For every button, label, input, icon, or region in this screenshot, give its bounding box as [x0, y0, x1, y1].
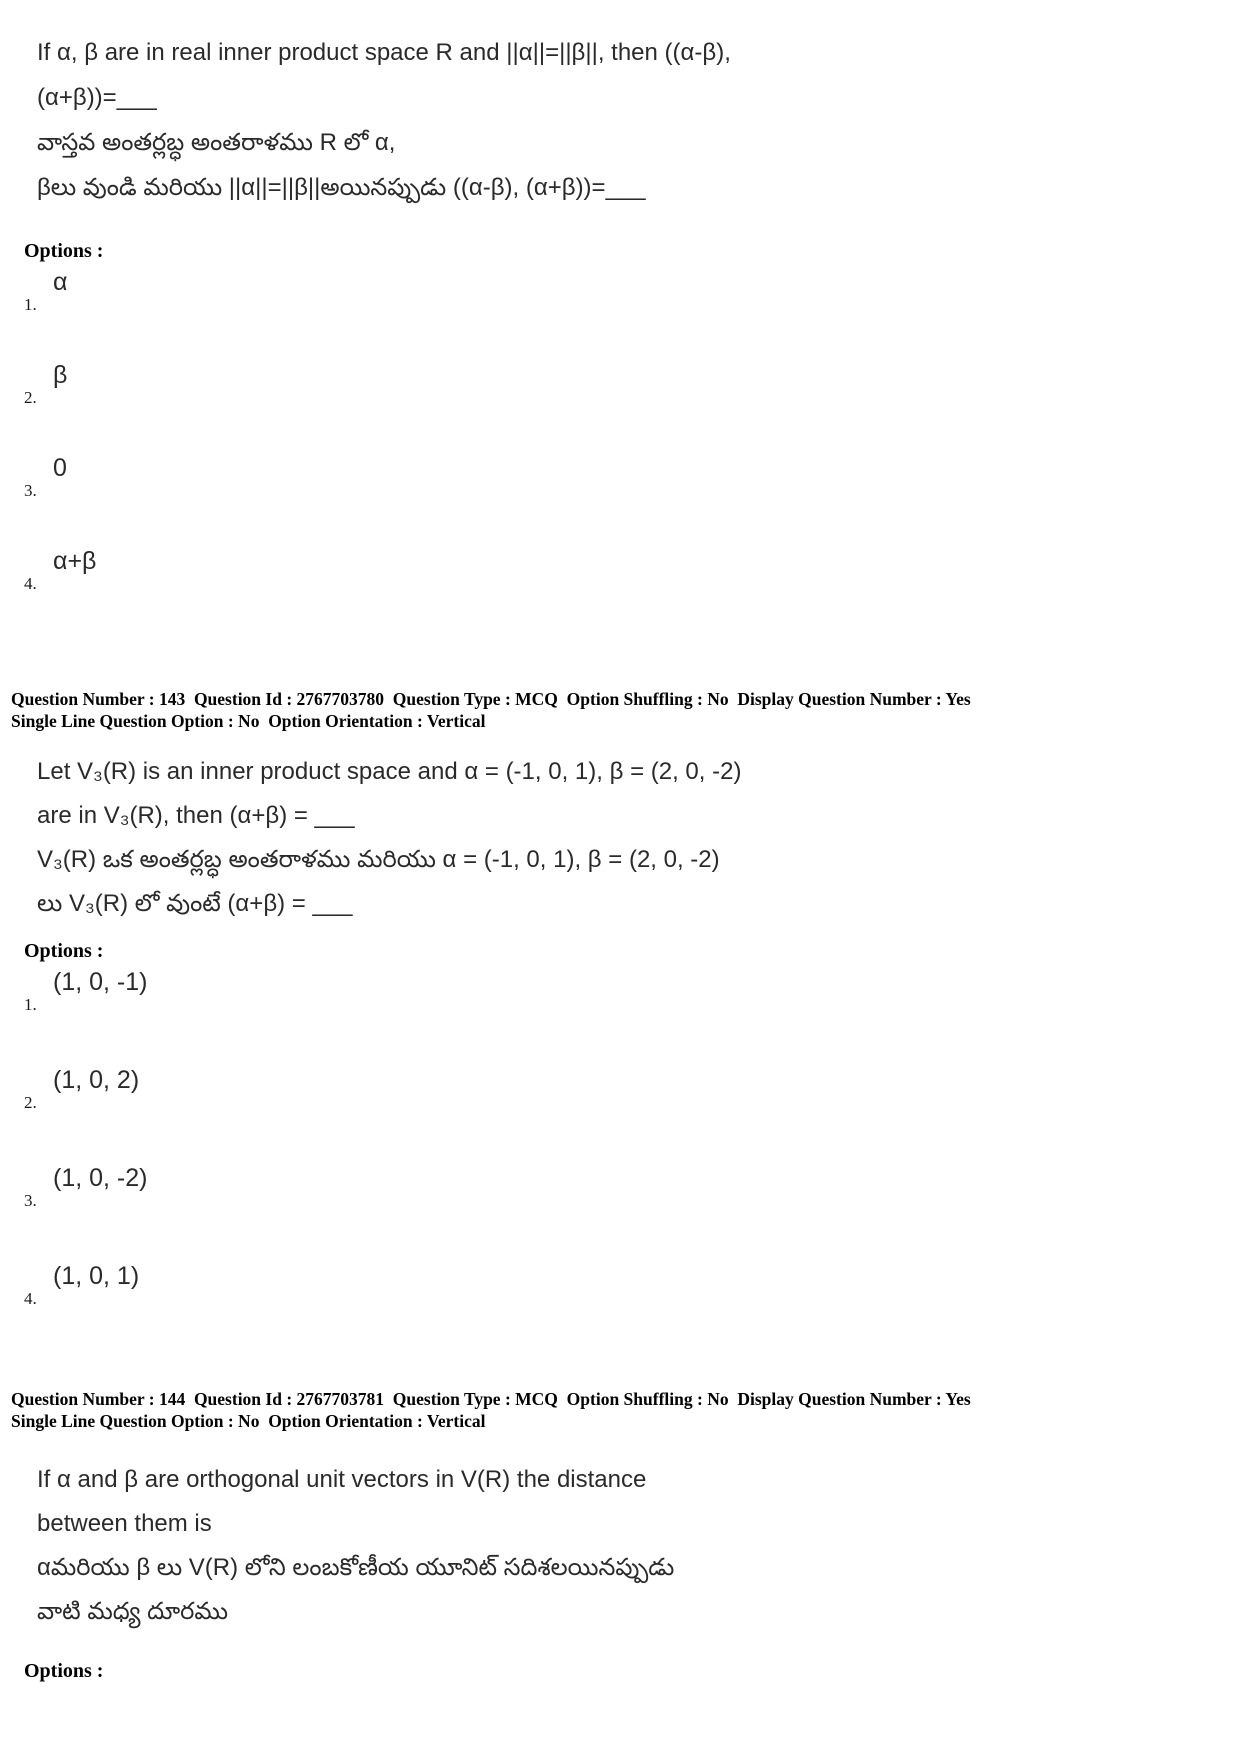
- question-text-line: are in V₃(R), then (α+β) = ___: [37, 802, 355, 829]
- option-number: 4.: [24, 574, 37, 593]
- question-metadata-line: Question Number : 144 Question Id : 2767703781 Question Type : MCQ Option Shuffling : No Display Question Number : Yes: [11, 1389, 971, 1409]
- option-value: (1, 0, -1): [53, 968, 148, 996]
- option-number: 3.: [24, 1191, 37, 1210]
- option-row-3: [0, 1164, 1240, 1262]
- option-row-4: [0, 547, 1240, 640]
- question-text-line-telugu: βలు వుండి మరియు ||α||=||β||అయినప్పుడు ((α-β), (α+β))=___: [37, 174, 646, 201]
- question-block-partial: [0, 30, 1240, 640]
- question-block-143: [0, 688, 1240, 1360]
- option-row-2: [0, 361, 1240, 454]
- options-label: Options :: [24, 1660, 104, 1682]
- question-text-line-telugu: వాటి మధ్య దూరము: [37, 1598, 229, 1625]
- option-row-4: [0, 1262, 1240, 1360]
- option-value: α+β: [53, 547, 97, 575]
- question-text-line-telugu: V₃(R) ఒక అంతర్లబ్ధ అంతరాళము మరియు α = (-1, 0, 1), β = (2, 0, -2): [37, 846, 720, 873]
- question-metadata-line: Single Line Question Option : No Option Orientation : Vertical: [11, 1411, 486, 1431]
- options-label: Options :: [24, 940, 104, 962]
- option-number: 4.: [24, 1289, 37, 1308]
- question-metadata-line: Single Line Question Option : No Option Orientation : Vertical: [11, 711, 486, 731]
- question-text-line: If α, β are in real inner product space R and ||α||=||β||, then ((α-β),: [37, 39, 731, 66]
- question-text-line-telugu: వాస్తవ అంతర్లబ్ధ అంతరాళము R లో α,: [37, 129, 396, 156]
- option-value: α: [53, 268, 68, 296]
- option-number: 2.: [24, 1093, 37, 1112]
- question-text-line: If α and β are orthogonal unit vectors in V(R) the distance: [37, 1466, 647, 1493]
- option-row-1: [0, 268, 1240, 361]
- question-metadata-line: Question Number : 143 Question Id : 2767703780 Question Type : MCQ Option Shuffling : No Display Question Number : Yes: [11, 689, 971, 709]
- option-number: 1.: [24, 295, 37, 314]
- option-value: (1, 0, 1): [53, 1262, 140, 1290]
- question-text-line-telugu: αమరియు β లు V(R) లోని లంబకోణీయ యూనిట్ సదిశలయినప్పుడు: [37, 1554, 675, 1581]
- option-number: 1.: [24, 995, 37, 1014]
- options-list: [0, 968, 1240, 1360]
- question-block-144: [0, 1388, 1240, 1684]
- option-value: (1, 0, 2): [53, 1066, 140, 1094]
- question-text-line-telugu: లు V₃(R) లో వుంటే (α+β) = ___: [37, 890, 353, 917]
- options-label: Options :: [24, 240, 104, 262]
- option-number: 3.: [24, 481, 37, 500]
- option-row-3: [0, 454, 1240, 547]
- question-text-line: Let V₃(R) is an inner product space and α = (-1, 0, 1), β = (2, 0, -2): [37, 758, 742, 785]
- option-value: β: [53, 361, 68, 389]
- question-text-line: (α+β))=___: [37, 84, 157, 111]
- options-list: [0, 268, 1240, 640]
- option-value: 0: [53, 454, 67, 482]
- option-value: (1, 0, -2): [53, 1164, 148, 1192]
- option-row-1: [0, 968, 1240, 1066]
- question-text-line: between them is: [37, 1510, 212, 1537]
- option-row-2: [0, 1066, 1240, 1164]
- option-number: 2.: [24, 388, 37, 407]
